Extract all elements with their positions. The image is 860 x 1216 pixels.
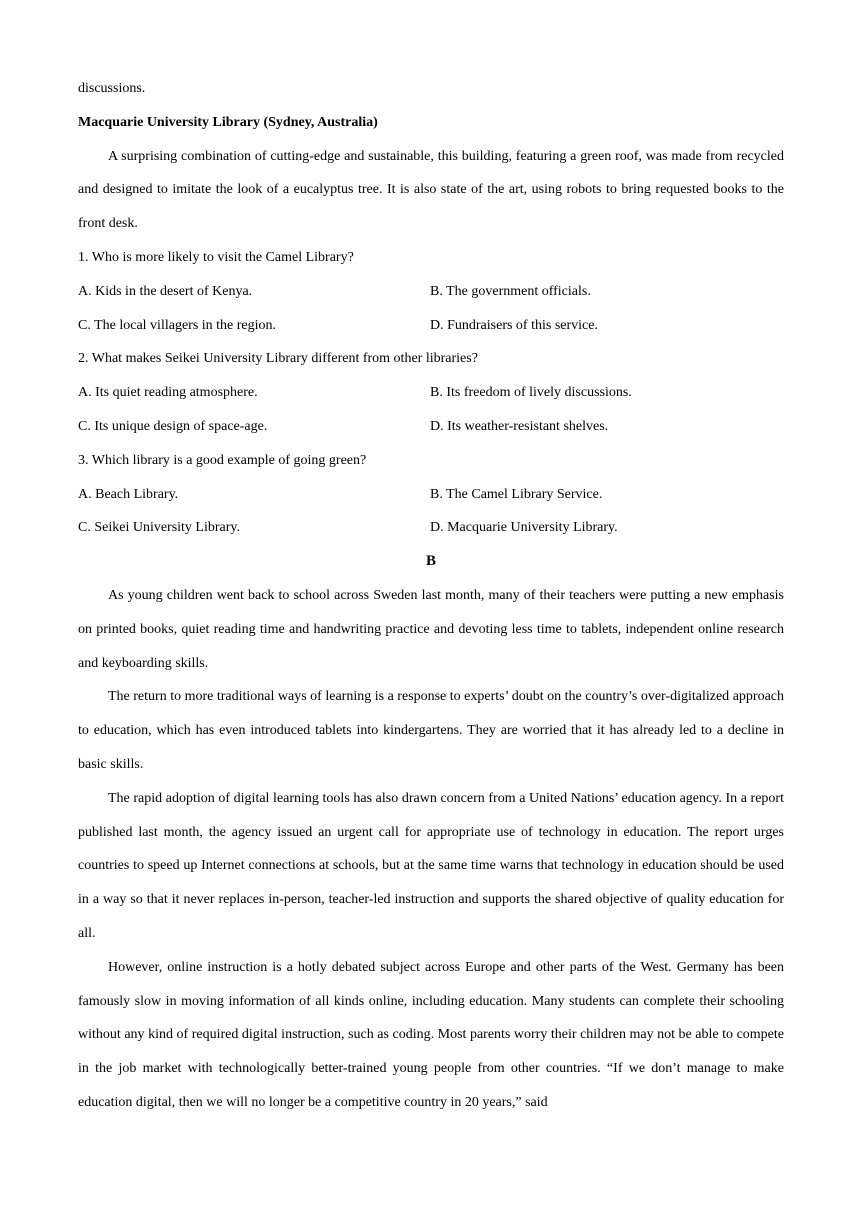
section-b-label: B [425,553,436,570]
question-3-options-row-2 [78,511,784,545]
macquarie-heading: Macquarie University Library (Sydney, Australia) [78,114,378,130]
question-2-option-a: A. Its quiet reading atmosphere. [78,385,258,401]
question-2-option-d: D. Its weather-resistant shelves. [430,418,609,434]
question-2-stem: 2. What makes Seikei University Library different from other libraries? [78,351,478,367]
question-3-option-b: B. The Camel Library Service. [430,486,603,502]
question-1-option-d: D. Fundraisers of this service. [430,317,598,333]
question-1-stem: 1. Who is more likely to visit the Camel Library? [78,249,354,265]
section-b-paragraph-3: The rapid adoption of digital learning tools has also drawn concern from a United Nations’ education agency. In a report published last month, the agency issued an urgent call for appropriate use of technology in education. The report urges countries to speed up Internet connections at schools, but at the same time warns that technology in education should be used in a way so that it never replaces in-person, teacher-led instruction and supports the shared objective of quality education for all. [78,790,784,941]
question-2-option-c: C. Its unique design of space-age. [78,418,268,434]
question-3-option-c: C. Seikei University Library. [78,520,241,536]
document-page [78,72,784,1120]
question-2-options-row-2 [78,410,784,444]
section-b-paragraph-1: As young children went back to school across Sweden last month, many of their teachers were putting a new emphasis on printed books, quiet reading time and handwriting practice and devoting less time to tablets, independent online research and keyboarding skills. [78,587,784,671]
question-3-stem: 3. Which library is a good example of going green? [78,452,367,468]
question-1-option-c: C. The local villagers in the region. [78,317,277,333]
macquarie-paragraph: A surprising combination of cutting-edge and sustainable, this building, featuring a green roof, was made from recycled and designed to imitate the look of a eucalyptus tree. It is also state of the art, using robots to bring requested books to the front desk. [78,148,784,232]
question-1-options-row-1 [78,275,784,309]
question-1-option-a: A. Kids in the desert of Kenya. [78,283,253,299]
question-1-option-b: B. The government officials. [430,283,591,299]
intro-tail-text: discussions. [78,81,146,96]
question-3-option-a: A. Beach Library. [78,486,179,502]
question-3-option-d: D. Macquarie University Library. [430,520,618,536]
question-2-options-row-1 [78,376,784,410]
section-b-paragraph-2: The return to more traditional ways of learning is a response to experts’ doubt on the country’s over-digitalized approach to education, which has even introduced tablets into kindergartens. They are worried that it has already led to a decline in basic skills. [78,689,784,772]
question-2-option-b: B. Its freedom of lively discussions. [430,385,632,401]
question-1-options-row-2 [78,309,784,343]
question-3-options-row-1 [78,478,784,512]
section-b-paragraph-4: However, online instruction is a hotly debated subject across Europe and other parts of the West. Germany has been famously slow in moving information of all kinds online, including education. Many students can complete their schooling without any kind of required digital instruction, such as coding. Most parents worry their children may not be able to compete in the job market with technologically better-trained young people from other countries. “If we don’t manage to make education digital, then we will no longer be a competitive country in 20 years,” said [78,959,784,1110]
